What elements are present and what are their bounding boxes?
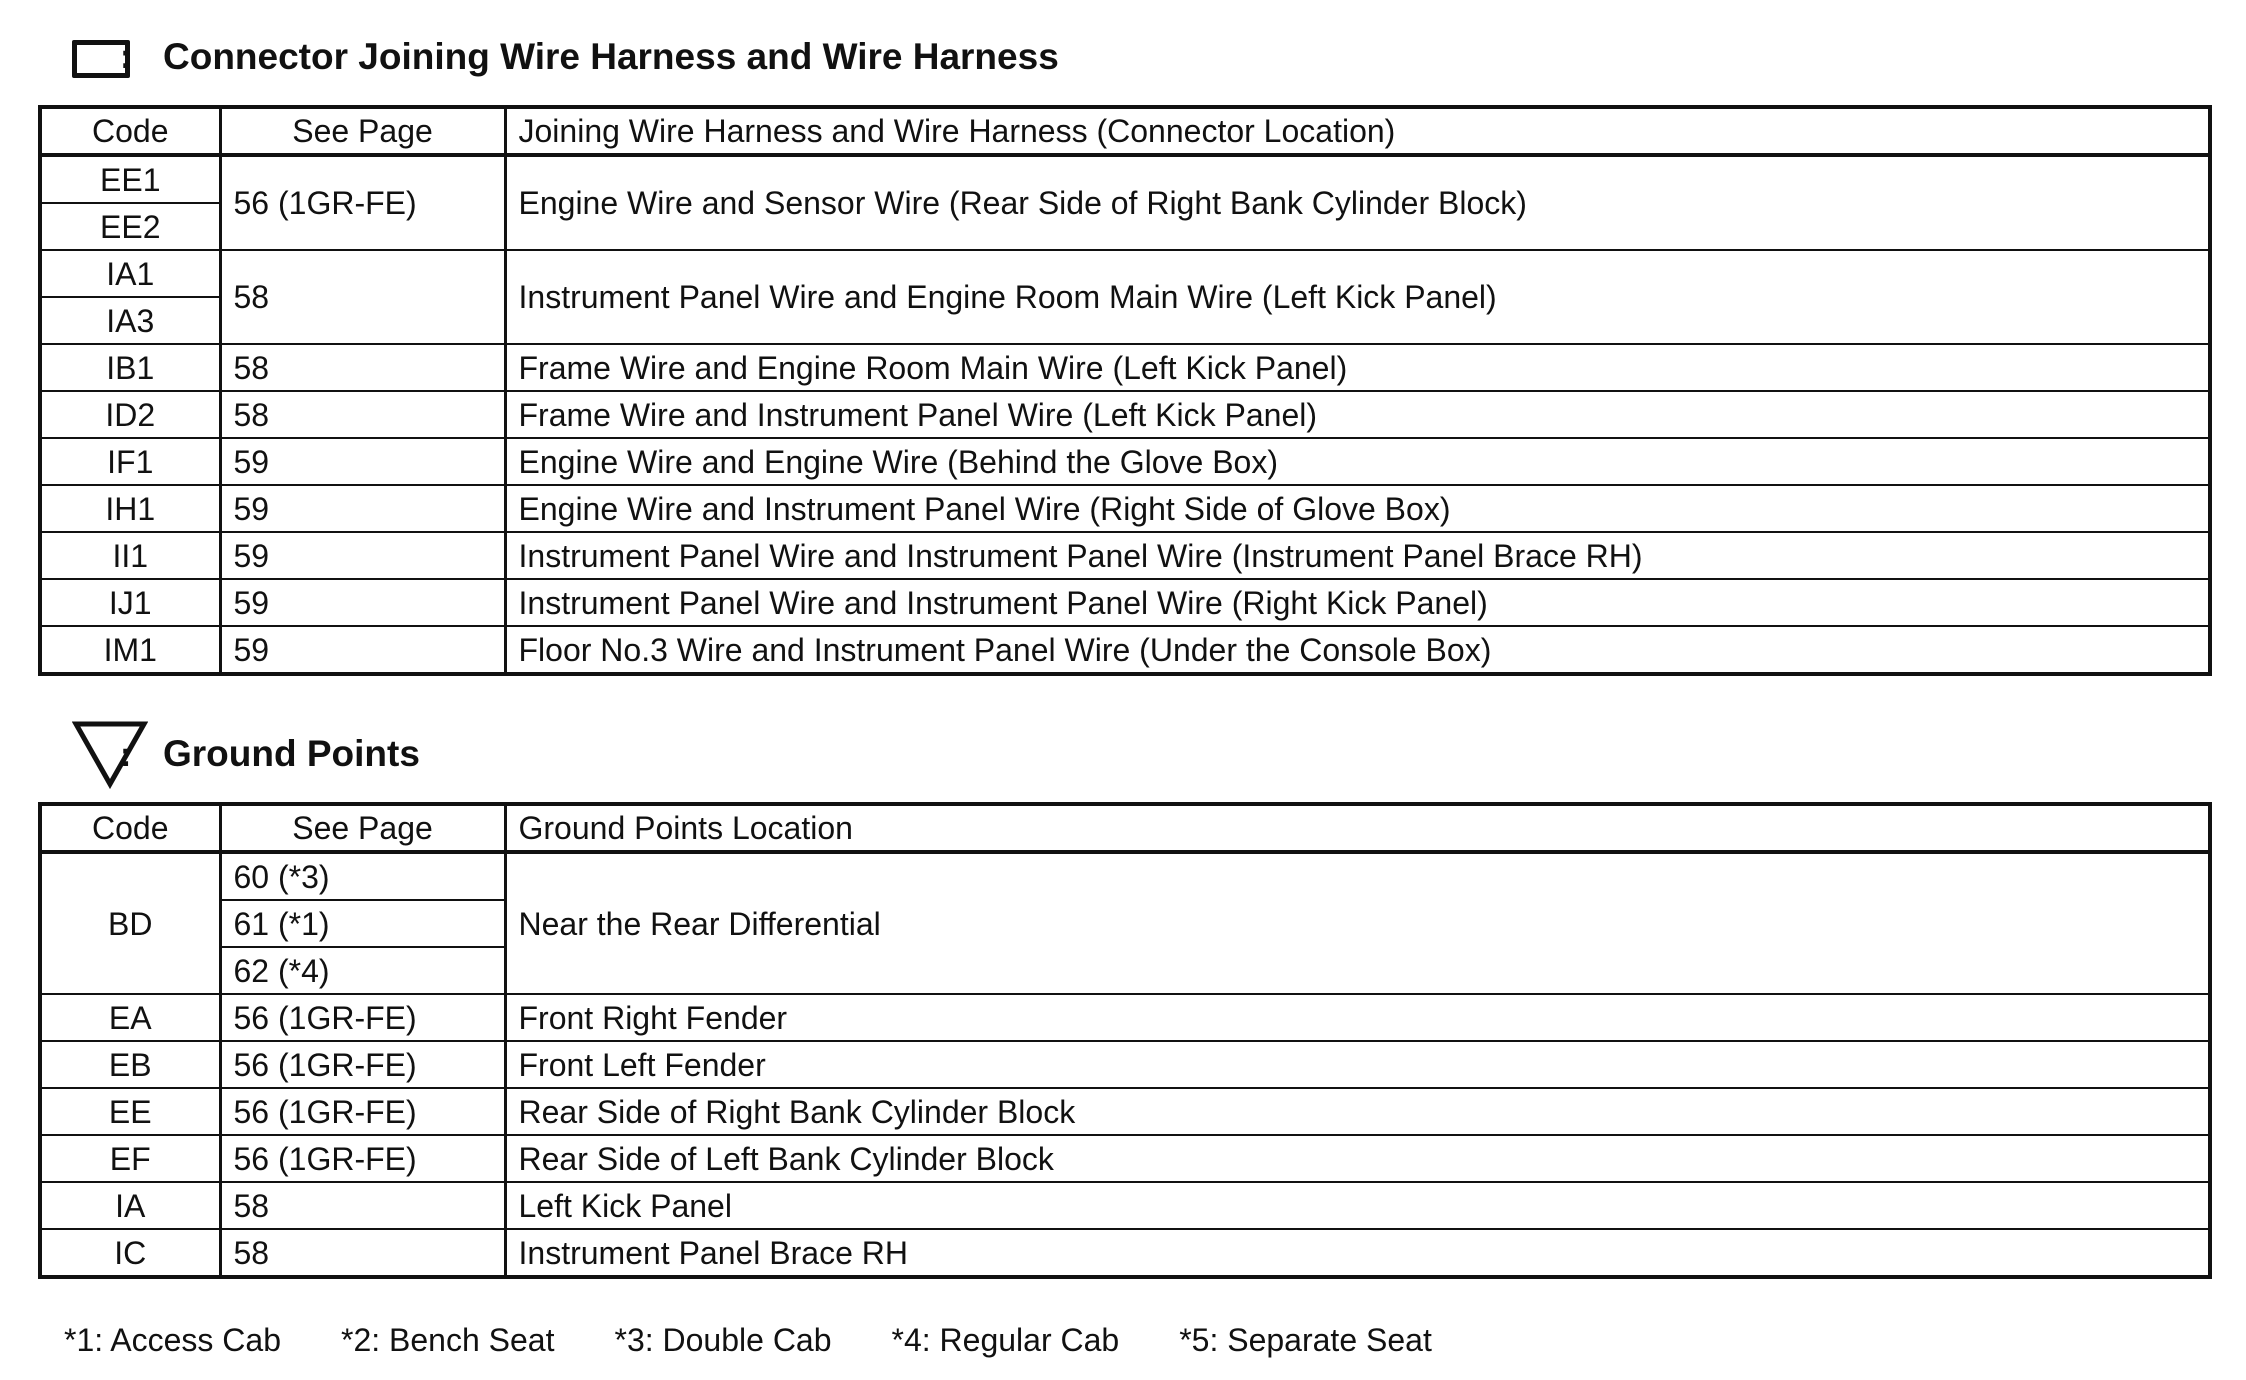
connector-header-code: Code	[40, 107, 220, 155]
connector-row	[40, 532, 2210, 579]
connector-code: IB1	[40, 344, 220, 391]
connector-row	[40, 579, 2210, 626]
ground-see-page: 56 (1GR-FE)	[220, 994, 505, 1041]
ground-code: IC	[40, 1229, 220, 1277]
ground-see-page: 58	[220, 1229, 505, 1277]
connector-see-page: 59	[220, 532, 505, 579]
connector-see-page: 59	[220, 579, 505, 626]
connector-table	[38, 105, 2212, 676]
ground-location: Front Left Fender	[505, 1041, 2210, 1088]
ground-location: Near the Rear Differential	[505, 852, 2210, 994]
connector-code: II1	[40, 532, 220, 579]
connector-location: Frame Wire and Engine Room Main Wire (Left Kick Panel)	[505, 344, 2210, 391]
ground-see-page: 58	[220, 1182, 505, 1229]
connector-table-header-row	[40, 107, 2210, 155]
ground-row	[40, 994, 2210, 1041]
connector-see-page: 58	[220, 250, 505, 344]
connector-see-page: 58	[220, 344, 505, 391]
footnote-item: *3: Double Cab	[614, 1322, 832, 1358]
connector-section-colon: :	[120, 38, 132, 76]
ground-table-header-row	[40, 804, 2210, 852]
connector-see-page: 59	[220, 485, 505, 532]
connector-row	[40, 438, 2210, 485]
footnote-item: *4: Regular Cab	[891, 1322, 1120, 1358]
ground-row	[40, 1182, 2210, 1229]
ground-header-code: Code	[40, 804, 220, 852]
ground-header-location: Ground Points Location	[505, 804, 2210, 852]
connector-row	[40, 155, 2210, 203]
ground-see-page: 60 (*3)	[220, 852, 505, 900]
ground-code: EE	[40, 1088, 220, 1135]
ground-row	[40, 852, 2210, 900]
connector-location: Instrument Panel Wire and Instrument Panel Wire (Instrument Panel Brace RH)	[505, 532, 2210, 579]
connector-code: IA1	[40, 250, 220, 297]
connector-location: Engine Wire and Sensor Wire (Rear Side of Right Bank Cylinder Block)	[505, 155, 2210, 250]
connector-code: IA3	[40, 297, 220, 344]
ground-triangle-icon	[72, 720, 148, 790]
ground-section-title: Ground Points	[163, 733, 420, 774]
connector-row	[40, 485, 2210, 532]
connector-row	[40, 391, 2210, 438]
connector-see-page: 59	[220, 438, 505, 485]
connector-code: IF1	[40, 438, 220, 485]
connector-row	[40, 344, 2210, 391]
ground-location: Left Kick Panel	[505, 1182, 2210, 1229]
connector-location: Instrument Panel Wire and Instrument Panel Wire (Right Kick Panel)	[505, 579, 2210, 626]
ground-see-page: 61 (*1)	[220, 900, 505, 947]
connector-code: EE2	[40, 203, 220, 250]
ground-see-page: 62 (*4)	[220, 947, 505, 994]
ground-see-page: 56 (1GR-FE)	[220, 1041, 505, 1088]
ground-header-see-page: See Page	[220, 804, 505, 852]
connector-see-page: 59	[220, 626, 505, 674]
ground-row	[40, 1135, 2210, 1182]
connector-see-page: 58	[220, 391, 505, 438]
ground-code: BD	[40, 852, 220, 994]
connector-code: ID2	[40, 391, 220, 438]
connector-location: Frame Wire and Instrument Panel Wire (Left Kick Panel)	[505, 391, 2210, 438]
ground-section-colon: :	[120, 736, 132, 774]
connector-location: Floor No.3 Wire and Instrument Panel Wire (Under the Console Box)	[505, 626, 2210, 674]
footnote-item: *5: Separate Seat	[1179, 1322, 1432, 1358]
connector-location: Engine Wire and Instrument Panel Wire (Right Side of Glove Box)	[505, 485, 2210, 532]
connector-row	[40, 626, 2210, 674]
connector-header-location: Joining Wire Harness and Wire Harness (Connector Location)	[505, 107, 2210, 155]
connector-code: IM1	[40, 626, 220, 674]
ground-location: Instrument Panel Brace RH	[505, 1229, 2210, 1277]
ground-row	[40, 1088, 2210, 1135]
ground-location: Front Right Fender	[505, 994, 2210, 1041]
ground-table	[38, 802, 2212, 1279]
connector-location: Instrument Panel Wire and Engine Room Main Wire (Left Kick Panel)	[505, 250, 2210, 344]
ground-code: EF	[40, 1135, 220, 1182]
connector-code: IJ1	[40, 579, 220, 626]
connector-see-page: 56 (1GR-FE)	[220, 155, 505, 250]
connector-code: EE1	[40, 155, 220, 203]
ground-see-page: 56 (1GR-FE)	[220, 1135, 505, 1182]
connector-section-title: Connector Joining Wire Harness and Wire Harness	[163, 36, 1059, 77]
footnote-item: *1: Access Cab	[64, 1322, 281, 1358]
ground-row	[40, 1229, 2210, 1277]
ground-code: EB	[40, 1041, 220, 1088]
ground-see-page: 56 (1GR-FE)	[220, 1088, 505, 1135]
footnote-item: *2: Bench Seat	[341, 1322, 555, 1358]
ground-row	[40, 1041, 2210, 1088]
footnotes	[64, 1322, 1432, 1366]
ground-code: EA	[40, 994, 220, 1041]
ground-location: Rear Side of Left Bank Cylinder Block	[505, 1135, 2210, 1182]
ground-code: IA	[40, 1182, 220, 1229]
ground-section-header	[72, 720, 148, 790]
connector-row	[40, 250, 2210, 297]
connector-code: IH1	[40, 485, 220, 532]
connector-header-see-page: See Page	[220, 107, 505, 155]
connector-location: Engine Wire and Engine Wire (Behind the Glove Box)	[505, 438, 2210, 485]
ground-location: Rear Side of Right Bank Cylinder Block	[505, 1088, 2210, 1135]
